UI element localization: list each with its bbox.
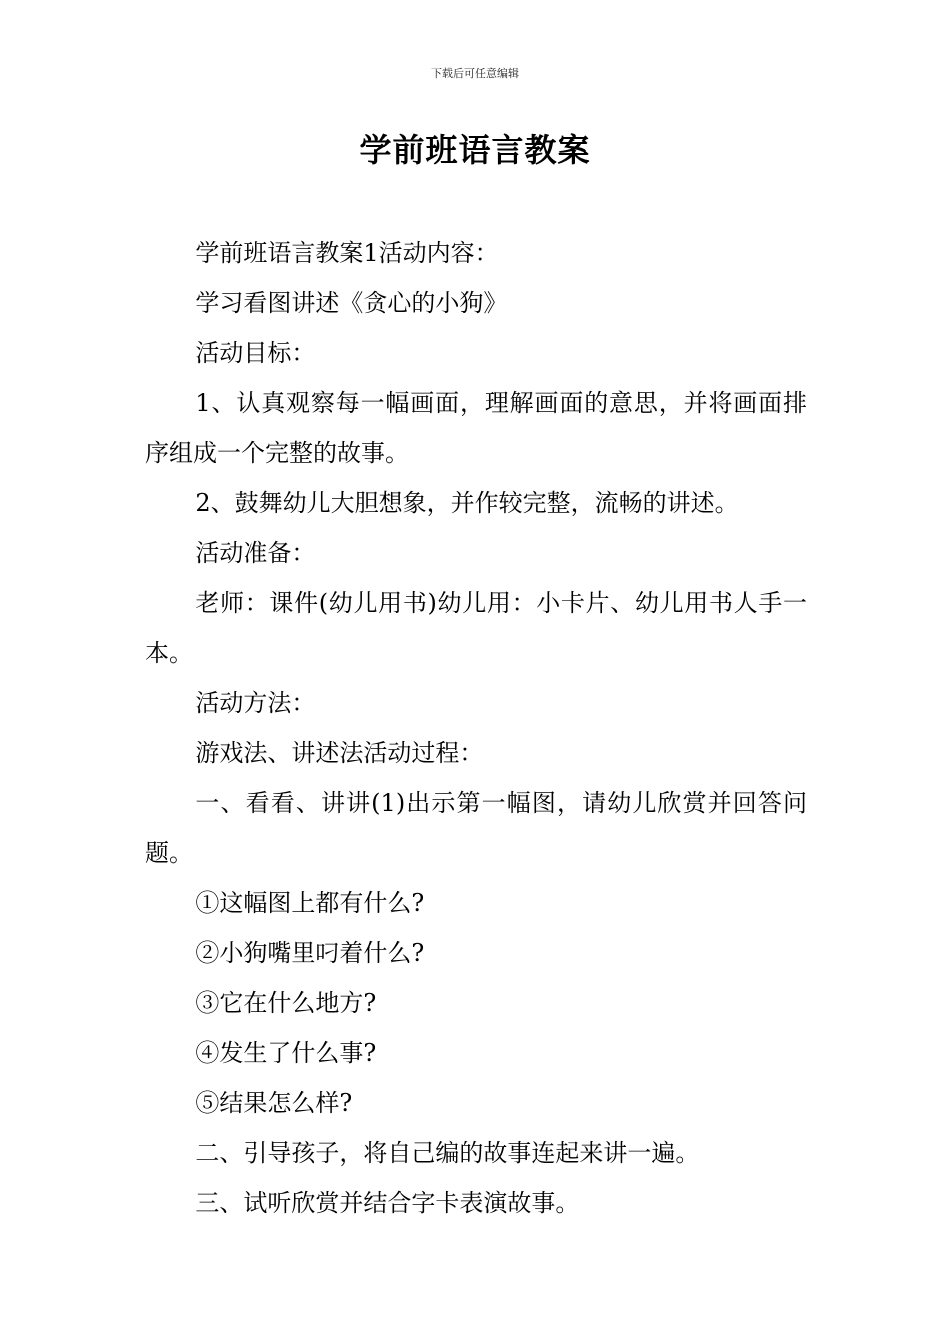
page-title: 学前班语言教案 [359,131,591,169]
paragraph: 学习看图讲述《贪心的小狗》 [195,289,508,317]
paragraph: 1、认真观察每一幅画面，理解画面的意思，并将画面排序组成一个完整的故事。 [145,389,807,467]
paragraph: ③它在什么地方? [195,989,377,1017]
paragraph: 一、看看、讲讲(1)出示第一幅图，请幼儿欣赏并回答问题。 [145,789,807,867]
paragraph: ④发生了什么事? [195,1039,377,1067]
paragraph: 三、试听欣赏并结合字卡表演故事。 [195,1189,580,1217]
paragraph: ①这幅图上都有什么? [195,889,425,917]
paragraph: 老师：课件(幼儿用书)幼儿用：小卡片、幼儿用书人手一本。 [145,589,807,667]
paragraph: ②小狗嘴里叼着什么? [195,939,425,967]
paragraph: 游戏法、讲述法活动过程： [195,739,484,767]
document-body [145,228,807,1228]
header-note: 下载后可任意编辑 [431,67,519,80]
paragraph: 学前班语言教案1活动内容： [195,239,499,267]
paragraph: 2、鼓舞幼儿大胆想象，并作较完整，流畅的讲述。 [195,489,739,517]
paragraph: 活动准备： [195,539,316,567]
paragraph: 活动目标： [195,339,316,367]
paragraph: 活动方法： [195,689,316,717]
paragraph: 二、引导孩子，将自己编的故事连起来讲一遍。 [195,1139,700,1167]
paragraph: ⑤结果怎么样? [195,1089,353,1117]
